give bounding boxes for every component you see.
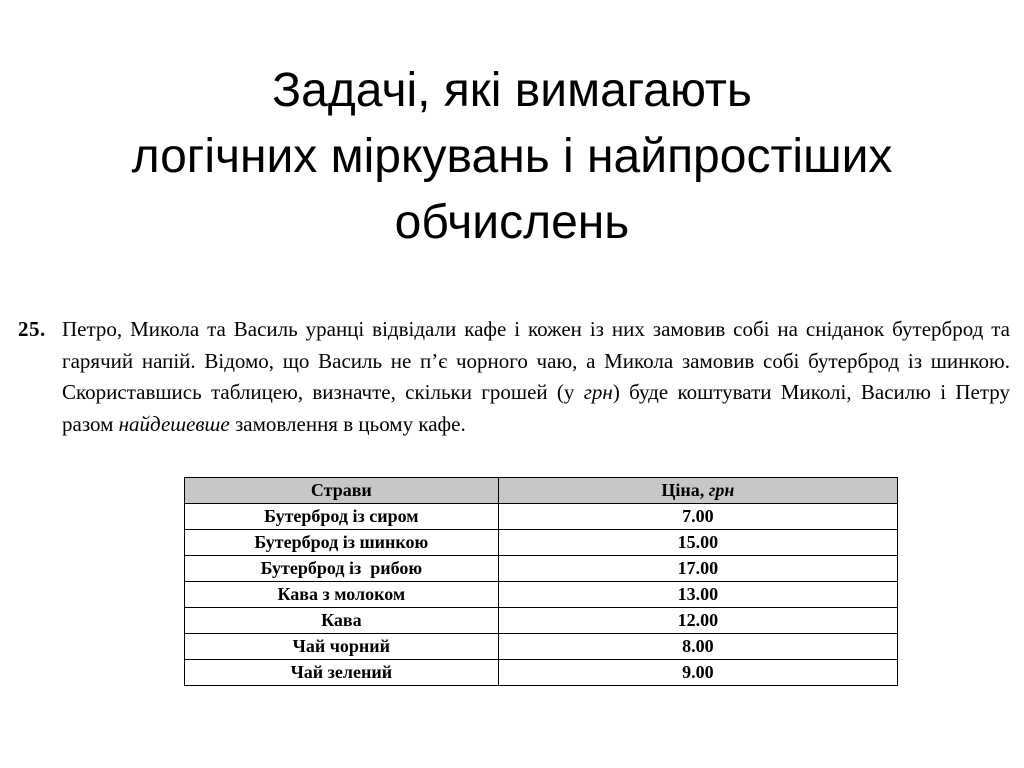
header-price (498, 478, 897, 504)
problem-statement (18, 314, 1010, 440)
table-row (185, 556, 898, 582)
header-price-unit: грн (708, 480, 735, 500)
table-header-row (185, 478, 898, 504)
dish-cell: Кава з молоком (185, 582, 499, 608)
slide-title-line-2: логічних міркувань і найпростіших (131, 130, 893, 183)
price-cell: 13.00 (498, 582, 897, 608)
slide-title (0, 58, 1024, 256)
table-row (185, 504, 898, 530)
price-cell: 17.00 (498, 556, 897, 582)
dish-cell: Чай зелений (185, 660, 499, 686)
dish-cell: Чай чорний (185, 634, 499, 660)
dish-cell: Кава (185, 608, 499, 634)
header-dish: Страви (185, 478, 499, 504)
problem-number: 25. (18, 317, 46, 341)
problem-text-part-1: Петро, Микола та Василь уранці відвідали кафе і кожен із них замовив собі на сніданок бутерброд та гарячий напій. Відомо, що Василь не п’є чорного чаю, а Микола замовив собі бутерброд із шинкою. Скориставшись таблицею, визначте, скільки грошей (у (62, 317, 1010, 404)
price-cell: 15.00 (498, 530, 897, 556)
price-table (184, 477, 898, 686)
dish-cell: Бутерброд із шинкою (185, 530, 499, 556)
slide-title-line-1: Задачі, які вимагають (272, 64, 752, 117)
table-row (185, 634, 898, 660)
problem-text-part-2: ) буде коштувати Миколі, Василю і Петру разом (62, 380, 1011, 436)
table-row (185, 608, 898, 634)
table-row (185, 660, 898, 686)
table-row (185, 530, 898, 556)
dish-cell: Бутерброд із сиром (185, 504, 499, 530)
problem-text (62, 314, 1010, 440)
problem-emphasis: найдешевше (118, 411, 230, 436)
header-price-label: Ціна, (661, 480, 705, 500)
problem-unit: грн (583, 380, 613, 404)
slide-title-line-3: обчислень (394, 196, 630, 249)
table-row (185, 582, 898, 608)
price-cell: 8.00 (498, 634, 897, 660)
price-cell: 7.00 (498, 504, 897, 530)
dish-cell: Бутерброд із рибою (185, 556, 499, 582)
price-cell: 12.00 (498, 608, 897, 634)
price-cell: 9.00 (498, 660, 897, 686)
problem-text-part-3: замовлення в цьому кафе. (229, 411, 466, 436)
